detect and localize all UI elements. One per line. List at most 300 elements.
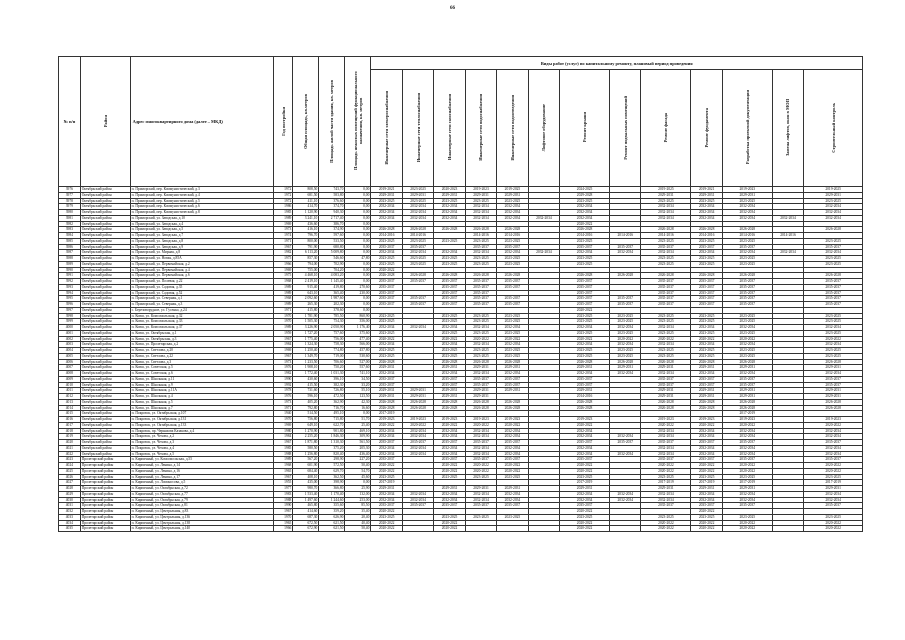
- table-cell: 2029-2031: [497, 388, 528, 394]
- table-cell: 2023-2025: [497, 348, 528, 354]
- table-cell: Октябрьский район: [80, 192, 130, 198]
- table-cell: 1 871,80: [293, 440, 319, 446]
- table-cell: п. Покровск, ул. Чехова, д.5: [130, 451, 273, 457]
- table-cell: 4019: [59, 434, 81, 440]
- table-cell: 2032-2034: [641, 434, 691, 440]
- col-header-work-10: [722, 70, 772, 187]
- table-cell: 5 009,80: [319, 250, 345, 256]
- table-cell: 2032-2034: [402, 445, 433, 451]
- col-header-work-text: Разработка проектной документации: [744, 90, 750, 165]
- table-cell: 2023-2025: [610, 348, 641, 354]
- table-cell: 4003: [59, 342, 81, 348]
- table-cell: 2026-2028: [560, 273, 610, 279]
- table-cell: 2035-2037: [497, 457, 528, 463]
- table-cell: 1968: [273, 296, 293, 302]
- table-cell: 2020-2022: [641, 422, 691, 428]
- table-cell: 2020-2022: [691, 422, 722, 428]
- table-cell: 2035-2037: [691, 440, 722, 446]
- table-cell: 2020-2022: [691, 463, 722, 469]
- table-cell: 2035-2037: [497, 279, 528, 285]
- col-header-work-text: Строительный контроль: [830, 102, 836, 153]
- table-cell: 649,10: [293, 422, 319, 428]
- table-cell: 2032-2034: [434, 451, 465, 457]
- table-cell: 2035-2037: [722, 382, 772, 388]
- table-cell: 2026-2028: [371, 227, 402, 233]
- table-cell: 680,80: [319, 244, 345, 250]
- table-cell: 0,00: [345, 210, 371, 216]
- table-cell: 2032-2034: [402, 325, 433, 331]
- table-cell: п. Приморский, пер. Коммунистический, д.3: [130, 187, 273, 193]
- table-cell: 2020-2022: [497, 422, 528, 428]
- table-cell: 2032-2034: [691, 434, 722, 440]
- table-cell: 530,60: [345, 353, 371, 359]
- table-cell: 85,50: [345, 503, 371, 509]
- table-cell: 1940: [273, 411, 293, 417]
- table-cell: 2026-2028: [610, 273, 641, 279]
- table-cell: 2029-2031: [691, 486, 722, 492]
- table-cell: 2026-2028: [722, 227, 772, 233]
- table-cell: 2029-2031: [722, 365, 772, 371]
- table-cell: 2029-2031: [371, 486, 402, 492]
- table-cell: Октябрьский район: [80, 336, 130, 342]
- table-cell: 808,50: [293, 187, 319, 193]
- table-cell: 2020-2022: [691, 336, 722, 342]
- table-cell: 2032-2034: [434, 445, 465, 451]
- table-cell: 2032-2034: [465, 428, 496, 434]
- table-cell: 2029-2031: [804, 388, 863, 394]
- table-cell: 2023-2025: [402, 187, 433, 193]
- table-cell: 2023-2025: [691, 198, 722, 204]
- table-cell: 2032-2034: [610, 371, 641, 377]
- table-cell: 0,00: [345, 227, 371, 233]
- table-cell: 2023-2025: [722, 348, 772, 354]
- table-cell: 2035-2037: [497, 503, 528, 509]
- table-cell: 706,60: [319, 359, 345, 365]
- table-cell: 2023-2025: [371, 330, 402, 336]
- table-cell: 2023-2025: [402, 256, 433, 262]
- table-cell: 1972: [273, 192, 293, 198]
- table-cell: 785,50: [319, 313, 345, 319]
- table-cell: 2019-2025: [497, 187, 528, 193]
- table-cell: 758,30: [319, 342, 345, 348]
- table-cell: 2029-2031: [465, 192, 496, 198]
- table-cell: 1966: [273, 261, 293, 267]
- table-cell: 2032-2034: [804, 204, 863, 210]
- table-cell: 2020-2022: [722, 468, 772, 474]
- table-cell: 2035-2037: [402, 440, 433, 446]
- table-cell: 2020-2022: [434, 422, 465, 428]
- table-cell: 435,00: [293, 480, 319, 486]
- table-cell: п. Приморский, ул. Заводская, д.9: [130, 244, 273, 250]
- table-cell: 2032-2034: [641, 497, 691, 503]
- table-cell: 2035-2037: [722, 376, 772, 382]
- table-cell: 2026-2028: [560, 399, 610, 405]
- table-cell: 47,80: [345, 256, 371, 262]
- table-cell: п. Приморский, ул. Новая, д.85А: [130, 256, 273, 262]
- table-cell: 2035-2037: [804, 503, 863, 509]
- table-cell: 800,00: [293, 238, 319, 244]
- table-cell: 2020-2022: [371, 509, 402, 515]
- table-cell: 2023-2025: [371, 261, 402, 267]
- table-cell: 4004: [59, 348, 81, 354]
- table-cell: 2023-2025: [371, 353, 402, 359]
- table-cell: 3976: [59, 187, 81, 193]
- table-cell: 2026-2028: [497, 273, 528, 279]
- table-cell: Пролетарский район: [80, 503, 130, 509]
- table-cell: 2026-2028: [434, 399, 465, 405]
- table-cell: п. Кирпичный, ул. Октябрьская, д.79: [130, 497, 273, 503]
- table-cell: [528, 526, 559, 532]
- table-cell: 2032-2034: [434, 428, 465, 434]
- table-cell: 2032-2034: [497, 434, 528, 440]
- table-cell: 2032-2034: [691, 325, 722, 331]
- table-cell: 626,90: [319, 514, 345, 520]
- table-cell: 2026-2028: [804, 273, 863, 279]
- table-cell: 3989: [59, 261, 81, 267]
- table-cell: 2035-2037: [497, 302, 528, 308]
- table-cell: 1 846,30: [319, 434, 345, 440]
- table-cell: 2014-2016: [722, 233, 772, 239]
- table-cell: 1 533,40: [293, 491, 319, 497]
- table-cell: 1984: [273, 434, 293, 440]
- table-cell: 0,00: [345, 279, 371, 285]
- table-cell: 557,60: [345, 365, 371, 371]
- table-cell: 2020-2022: [434, 463, 465, 469]
- table-cell: 2035-2037: [804, 457, 863, 463]
- table-cell: 430,60: [293, 376, 319, 382]
- table-cell: 2023-2025: [434, 330, 465, 336]
- table-cell: 3982: [59, 221, 81, 227]
- table-cell: 794,00: [293, 261, 319, 267]
- table-cell: 2032-2034: [434, 371, 465, 377]
- table-cell: п. Покровск, ул. Октябрьская, д.131: [130, 417, 273, 423]
- table-cell: 2035-2037: [371, 503, 402, 509]
- table-cell: 2019-2025: [641, 187, 691, 193]
- table-cell: 2035-2037: [497, 284, 528, 290]
- table-cell: 2029-2031: [434, 365, 465, 371]
- table-cell: 2020-2022: [804, 526, 863, 532]
- table-cell: 0,00: [345, 244, 371, 250]
- table-cell: п. Кирпичный, ул. Центральная, д.140: [130, 526, 273, 532]
- table-cell: 2032-2034: [772, 250, 803, 256]
- table-cell: 1965: [273, 468, 293, 474]
- table-cell: 2032-2034: [804, 434, 863, 440]
- table-cell: 2017-2019: [722, 480, 772, 486]
- table-cell: 2023-2025: [722, 238, 772, 244]
- table-cell: 4034: [59, 520, 81, 526]
- table-cell: 2032-2034: [560, 342, 610, 348]
- table-cell: 33,20: [345, 382, 371, 388]
- table-cell: 2035-2037: [560, 302, 610, 308]
- table-cell: 2020-2022: [560, 307, 610, 313]
- table-cell: п. Кирпичный, ул. Центральная, д.136: [130, 514, 273, 520]
- table-cell: 2020-2022: [722, 422, 772, 428]
- table-cell: 2026-2028: [641, 359, 691, 365]
- table-cell: 2023-2025: [465, 238, 496, 244]
- table-cell: 2035-2037: [722, 302, 772, 308]
- table-cell: 2020-2022: [465, 336, 496, 342]
- table-cell: 1977: [273, 486, 293, 492]
- table-cell: 2032-2034: [722, 215, 772, 221]
- table-cell: 2020-2022: [371, 336, 402, 342]
- table-cell: 2023-2025: [691, 330, 722, 336]
- table-cell: 1 349,70: [293, 353, 319, 359]
- table-cell: 2032-2034: [497, 342, 528, 348]
- table-cell: 2023-2025: [691, 261, 722, 267]
- table-cell: 1982: [273, 250, 293, 256]
- table-cell: 2014-2016: [641, 233, 691, 239]
- table-cell: 2029-2031: [722, 394, 772, 400]
- table-cell: 687,30: [293, 514, 319, 520]
- table-cell: 2020-2022: [434, 526, 465, 532]
- table-cell: 2023-2025: [804, 319, 863, 325]
- table-cell: 414,60: [293, 509, 319, 515]
- table-cell: 2032-2034: [465, 325, 496, 331]
- table-cell: 2035-2037: [465, 244, 496, 250]
- table-cell: 2035-2037: [804, 382, 863, 388]
- table-cell: 940,30: [319, 210, 345, 216]
- table-cell: 2026-2028: [497, 405, 528, 411]
- table-cell: 2026-2028: [804, 227, 863, 233]
- table-cell: 2035-2037: [402, 244, 433, 250]
- table-cell: 596,10: [293, 394, 319, 400]
- table-cell: 2032-2034: [465, 215, 496, 221]
- col-header-work-9: [691, 70, 722, 187]
- table-cell: 1 244,60: [319, 497, 345, 503]
- col-header-work-0: [371, 70, 402, 187]
- table-cell: 2032-2034: [691, 215, 722, 221]
- table-cell: 2029-2031: [641, 192, 691, 198]
- table-cell: 2032-2034: [804, 428, 863, 434]
- table-cell: Пролетарский район: [80, 520, 130, 526]
- table-cell: Пролетарский район: [80, 480, 130, 486]
- table-cell: 2023-2025: [691, 319, 722, 325]
- table-cell: 2035-2037: [371, 440, 402, 446]
- table-cell: 2032-2034: [560, 445, 610, 451]
- table-cell: 2029-2031: [610, 365, 641, 371]
- table-cell: 2032-2034: [497, 210, 528, 216]
- table-cell: 2020-2022: [641, 336, 691, 342]
- table-cell: 741,10: [345, 371, 371, 377]
- table-cell: Октябрьский район: [80, 405, 130, 411]
- table-cell: п. Кирпичный, ул. Октябрьская, д.72: [130, 486, 273, 492]
- table-cell: 4014: [59, 405, 81, 411]
- table-cell: 2023-2025: [641, 353, 691, 359]
- table-cell: 1 775,40: [293, 336, 319, 342]
- table-cell: 414,70: [293, 204, 319, 210]
- table-cell: 0,00: [345, 192, 371, 198]
- table-cell: п. Ковш, ул. Светлова, д.20: [130, 348, 273, 354]
- table-cell: 2020-2022: [691, 520, 722, 526]
- table-cell: 2032-2034: [371, 342, 402, 348]
- table-cell: Пролетарский район: [80, 514, 130, 520]
- table-cell: 4010: [59, 382, 81, 388]
- table-cell: 1972: [273, 198, 293, 204]
- table-cell: 2023-2025: [465, 353, 496, 359]
- table-cell: 2035-2037: [641, 284, 691, 290]
- table-cell: 2023-2025: [371, 514, 402, 520]
- table-cell: 227,20: [345, 457, 371, 463]
- table-cell: 2035-2037: [434, 457, 465, 463]
- table-cell: 2035-2037: [804, 296, 863, 302]
- table-cell: 2035-2037: [371, 296, 402, 302]
- table-cell: 2020-2022: [691, 509, 722, 515]
- table-cell: 382,30: [319, 382, 345, 388]
- table-cell: 2035-2037: [434, 296, 465, 302]
- table-cell: 514,50: [293, 411, 319, 417]
- table-cell: 1985: [273, 210, 293, 216]
- table-cell: 2029-2031: [402, 394, 433, 400]
- table-cell: 2035-2037: [560, 440, 610, 446]
- table-cell: 2023-2025: [641, 261, 691, 267]
- table-cell: 643,10: [293, 290, 319, 296]
- table-cell: 2023-2025: [560, 261, 610, 267]
- table-cell: 2032-2034: [434, 491, 465, 497]
- table-cell: 2029-2031: [691, 192, 722, 198]
- table-cell: 1971: [273, 405, 293, 411]
- table-cell: 2014-2016: [691, 233, 722, 239]
- table-cell: 4027: [59, 480, 81, 486]
- table-cell: 2023-2025: [560, 514, 610, 520]
- table-cell: 2032-2034: [560, 497, 610, 503]
- table-cell: 3996: [59, 302, 81, 308]
- table-cell: 2032-2034: [465, 451, 496, 457]
- table-cell: 4021: [59, 445, 81, 451]
- table-cell: Октябрьский район: [80, 261, 130, 267]
- table-cell: 2023-2025: [434, 353, 465, 359]
- table-cell: Октябрьский район: [80, 233, 130, 239]
- table-cell: 2035-2037: [804, 244, 863, 250]
- table-cell: 2035-2037: [434, 284, 465, 290]
- table-cell: 2020-2022: [641, 520, 691, 526]
- table-cell: 2032-2034: [465, 342, 496, 348]
- table-cell: 25,40: [345, 422, 371, 428]
- table-cell: 2035-2037: [465, 284, 496, 290]
- table-cell: 2023-2025: [434, 261, 465, 267]
- table-cell: 2032-2034: [497, 204, 528, 210]
- table-cell: 2029-2031: [497, 192, 528, 198]
- table-cell: 1 270,90: [293, 428, 319, 434]
- table-cell: 2035-2037: [465, 302, 496, 308]
- table-cell: 2032-2034: [560, 250, 610, 256]
- table-cell: 2029-2031: [804, 486, 863, 492]
- table-cell: Октябрьский район: [80, 250, 130, 256]
- table-cell: 374,90: [319, 227, 345, 233]
- table-cell: 2017-2019: [371, 411, 402, 417]
- table-cell: 1 727,20: [293, 330, 319, 336]
- col-header-work-text: Инженерные сети водоотведения: [509, 94, 515, 161]
- table-cell: 2026-2028: [641, 405, 691, 411]
- table-cell: п. Ковш, ул. Комсомольская, д.32: [130, 313, 273, 319]
- table-cell: п. Приморский, пер. Коммунистический, д.8: [130, 210, 273, 216]
- table-cell: 1984: [273, 342, 293, 348]
- table-cell: 2017-2019: [804, 480, 863, 486]
- table-cell: 2035-2037: [691, 279, 722, 285]
- col-header-living-area-text: Площадь жилой части здания, кв. метров: [329, 79, 335, 163]
- table-cell: 2035-2037: [722, 440, 772, 446]
- table-cell: Октябрьский район: [80, 365, 130, 371]
- table-cell: 2023-2025: [691, 353, 722, 359]
- table-cell: 2023-2025: [560, 353, 610, 359]
- table-cell: 2026-2028: [402, 273, 433, 279]
- table-cell: 2017-2019: [691, 480, 722, 486]
- table-cell: 756,00: [319, 336, 345, 342]
- table-cell: 2023-2025: [722, 313, 772, 319]
- table-cell: 2032-2034: [465, 434, 496, 440]
- table-cell: 2026-2028: [560, 405, 610, 411]
- table-cell: 2029-2031: [465, 486, 496, 492]
- table-cell: 702,90: [319, 261, 345, 267]
- table-cell: 2035-2037: [371, 244, 402, 250]
- table-cell: Пролетарский район: [80, 486, 130, 492]
- table-cell: п. Приморский, пер. Коммунистический, д.4: [130, 192, 273, 198]
- table-cell: 2032-2034: [402, 491, 433, 497]
- table-cell: 731,60: [293, 388, 319, 394]
- table-cell: 2032-2034: [434, 342, 465, 348]
- table-cell: 3 226,90: [293, 325, 319, 331]
- table-cell: 561,50: [345, 440, 371, 446]
- table-cell: 2035-2037: [371, 284, 402, 290]
- col-header-work-12: [804, 70, 863, 187]
- col-header-work-8: [641, 70, 691, 187]
- table-cell: 1 908,10: [293, 365, 319, 371]
- table-cell: 2035-2037: [610, 302, 641, 308]
- table-cell: Пролетарский район: [80, 497, 130, 503]
- table-cell: 2032-2034: [465, 491, 496, 497]
- table-cell: 2035-2037: [434, 503, 465, 509]
- table-cell: Октябрьский район: [80, 422, 130, 428]
- table-cell: 4007: [59, 365, 81, 371]
- table-cell: 1989: [273, 325, 293, 331]
- table-cell: 1989: [273, 215, 293, 221]
- table-cell: 567,20: [293, 457, 319, 463]
- table-cell: 2023-2025: [641, 319, 691, 325]
- table-cell: 2026-2028: [402, 405, 433, 411]
- table-cell: 2023-2025: [722, 319, 772, 325]
- table-cell: 1966: [273, 526, 293, 532]
- table-cell: 0,00: [345, 215, 371, 221]
- table-cell: 2020-2022: [371, 520, 402, 526]
- table-cell: 580,50: [293, 445, 319, 451]
- table-cell: 2023-2025: [434, 514, 465, 520]
- table-cell: 2026-2028: [497, 227, 528, 233]
- table-cell: 457,80: [345, 348, 371, 354]
- table-cell: 2029-2031: [560, 486, 610, 492]
- table-cell: 405,20: [293, 399, 319, 405]
- table-cell: 2029-2031: [804, 365, 863, 371]
- table-cell: 4017: [59, 422, 81, 428]
- col-header-work-4: [497, 70, 528, 187]
- table-cell: 2026-2028: [691, 405, 722, 411]
- table-cell: 2026-2028: [497, 359, 528, 365]
- table-cell: п. Ковш, ул. Школьная, д.4: [130, 394, 273, 400]
- table-cell: 2023-2025: [465, 198, 496, 204]
- table-cell: 2032-2034: [560, 451, 610, 457]
- table-cell: 465,80: [293, 503, 319, 509]
- table-cell: 2032-2034: [610, 451, 641, 457]
- table-cell: п. Ковш, ул. Комсомольская, д.37: [130, 325, 273, 331]
- table-cell: 527,00: [345, 359, 371, 365]
- table-cell: 2 050,90: [319, 325, 345, 331]
- table-cell: 2035-2037: [371, 376, 402, 382]
- table-cell: 704,20: [319, 267, 345, 273]
- table-cell: 3 241,10: [293, 215, 319, 221]
- table-cell: 2032-2034: [371, 428, 402, 434]
- table-cell: 2035-2037: [641, 302, 691, 308]
- col-header-work-text: Инженерные сети газоснабжения: [447, 94, 453, 161]
- table-cell: 2020-2022: [804, 422, 863, 428]
- table-cell: 3978: [59, 198, 81, 204]
